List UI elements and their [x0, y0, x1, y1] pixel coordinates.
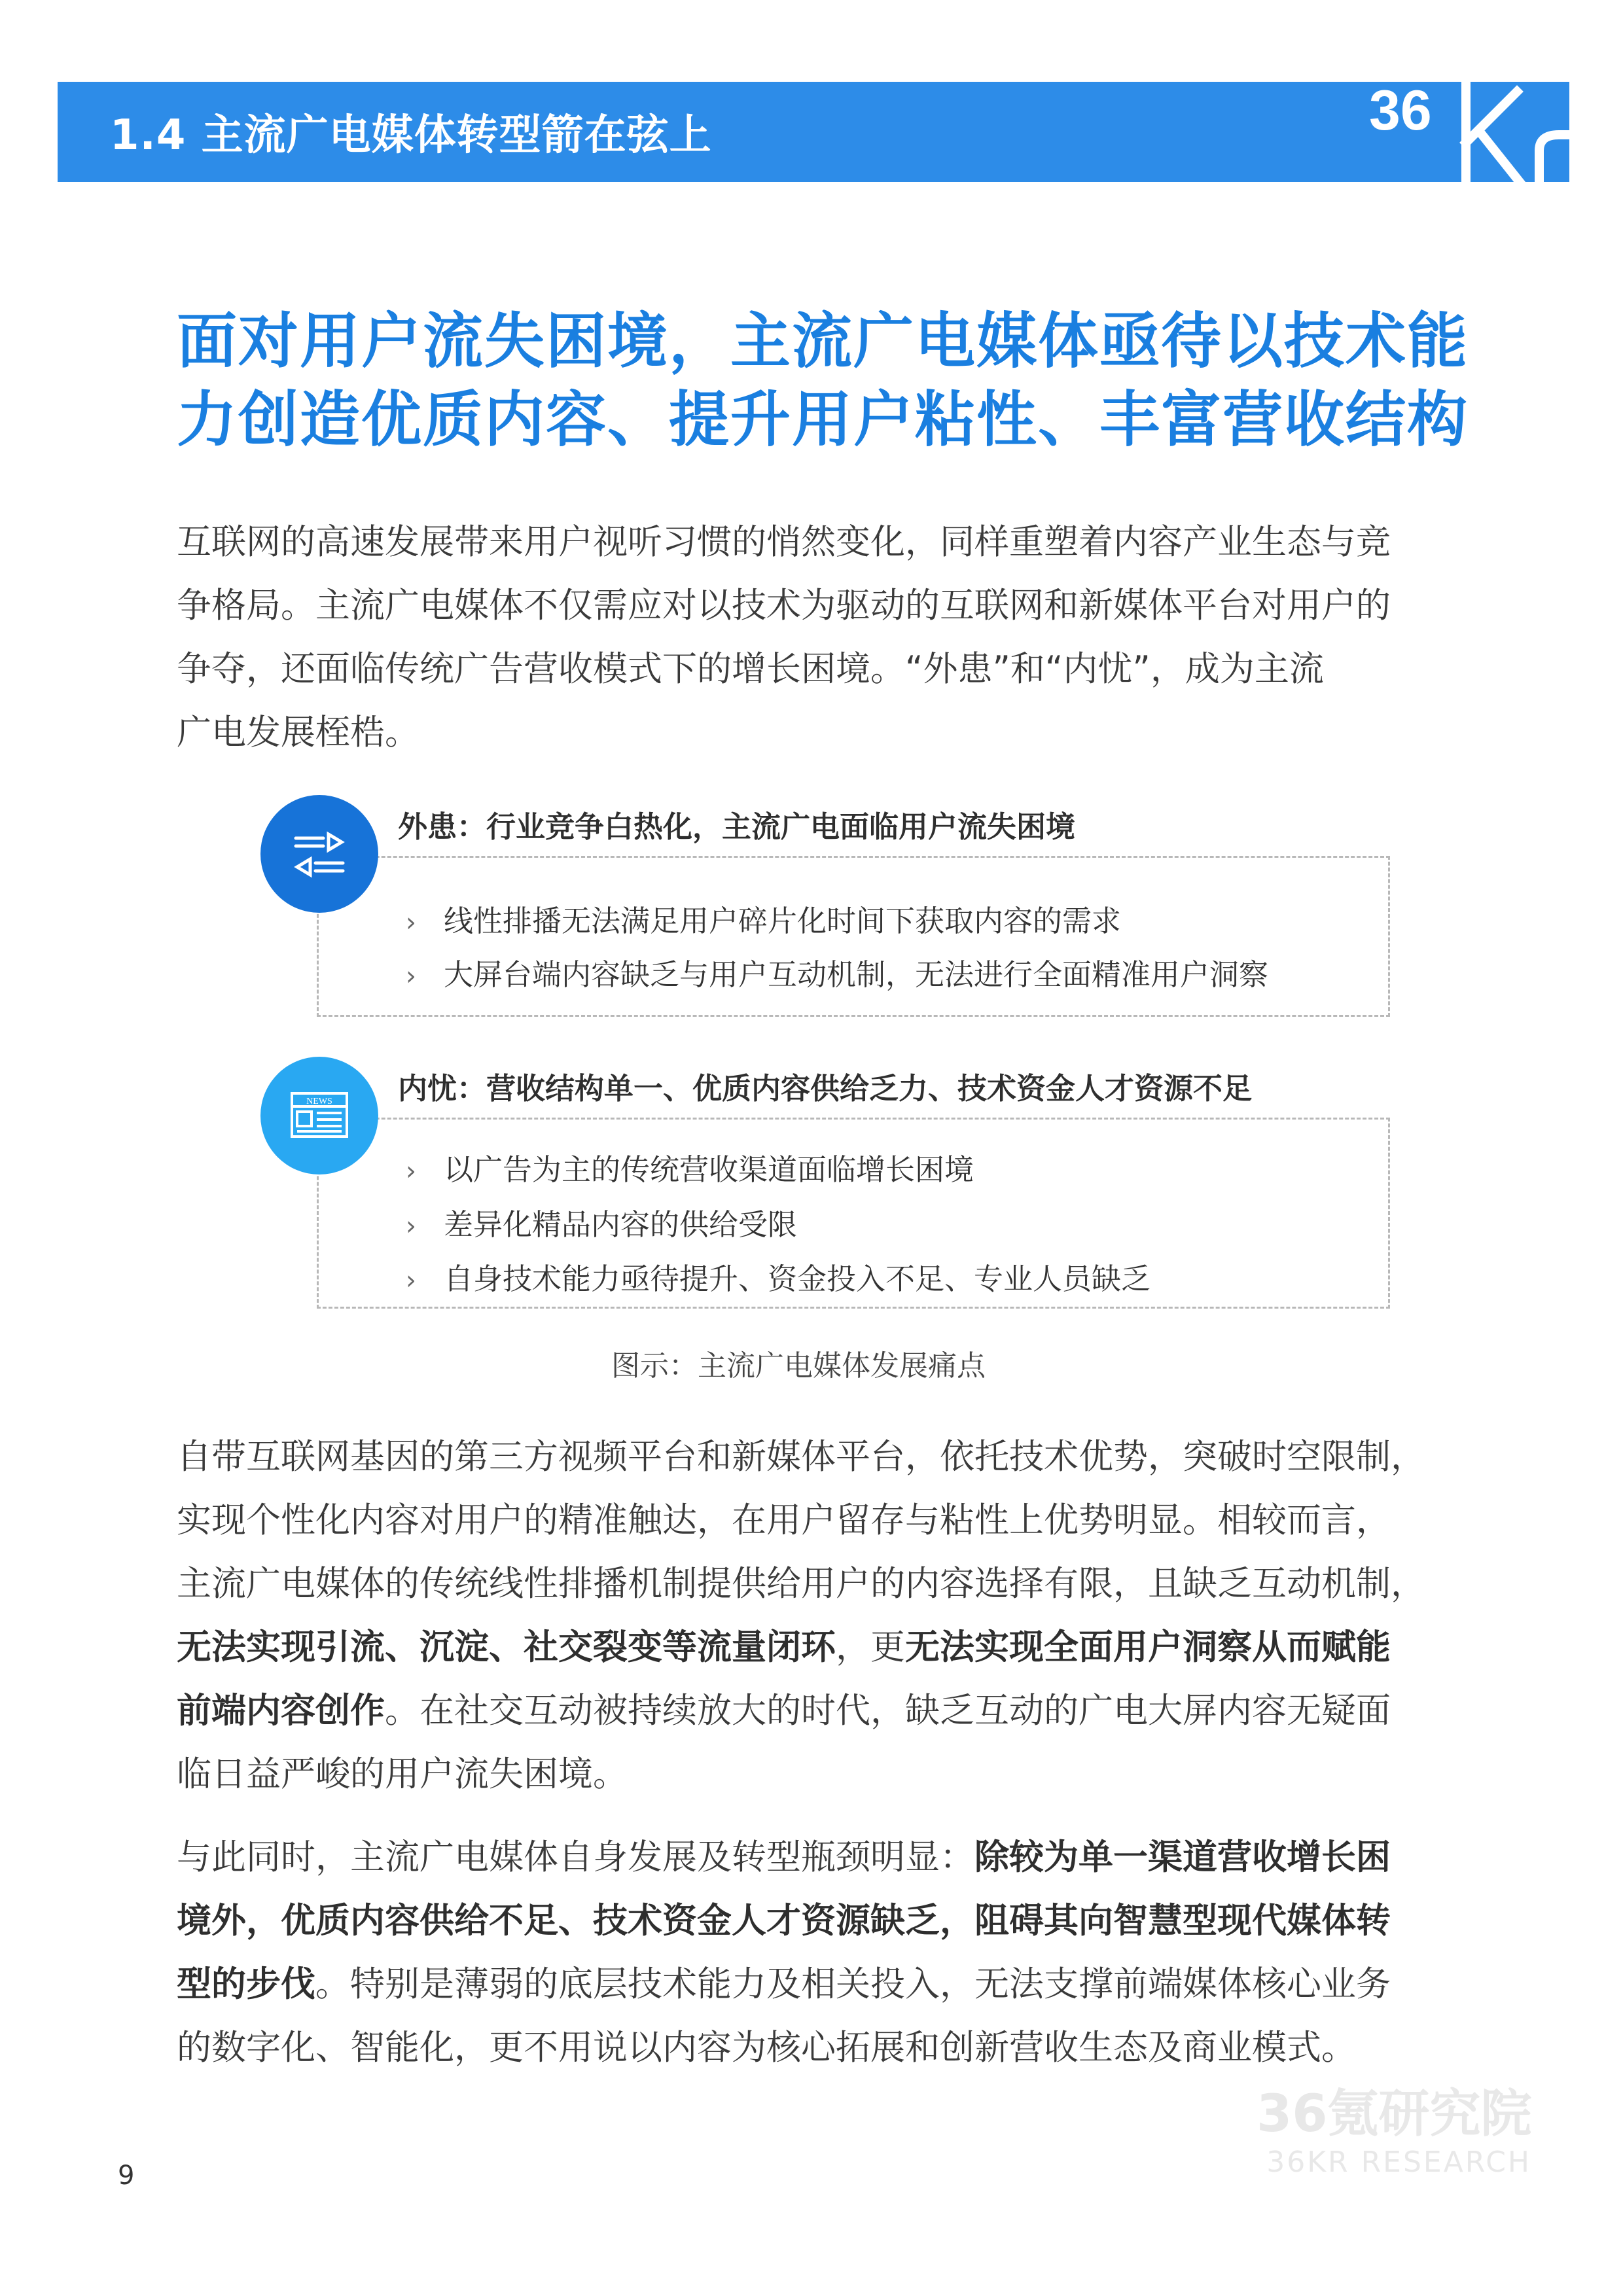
news-label: NEWS — [306, 1097, 332, 1106]
bold-text: 境外，优质内容供给不足、技术资金人才资源缺乏，阻碍其向智慧型现代媒体转 — [177, 1901, 1391, 1941]
paragraph-line: 争格局。主流广电媒体不仅需应对以技术为驱动的互联网和新媒体平台对用户的 — [177, 586, 1391, 626]
body-paragraph — [177, 1826, 1459, 2079]
paragraph-line: 自带互联网基因的第三方视频平台和新媒体平台，依托技术优势，突破时空限制， — [177, 1437, 1425, 1477]
paragraph-line: 争夺，还面临传统广告营收模式下的增长困境。“外患”和“内忧”，成为主流 — [177, 649, 1324, 689]
bullet-text: 自身技术能力亟待提升、资金投入不足、专业人员缺乏 — [444, 1262, 1151, 1296]
paragraph-line: 的数字化、智能化，更不用说以内容为核心拓展和创新营收生态及商业模式。 — [177, 2028, 1356, 2068]
paragraph-line: 广电发展桎梏。 — [177, 713, 419, 752]
watermark-cn: 36氪研究院 — [1257, 2085, 1532, 2144]
paragraph-line: 主流广电媒体的传统线性排播机制提供给用户的内容选择有限，且缺乏互动机制， — [177, 1564, 1425, 1604]
chevron-right-icon: › — [406, 1211, 416, 1241]
chevron-right-icon: › — [406, 1265, 416, 1296]
headline — [177, 302, 1486, 459]
pain-point-bullet — [406, 1150, 974, 1191]
bold-text: 前端内容创作 — [177, 1691, 385, 1731]
paragraph-line — [177, 1616, 1459, 1679]
bold-text: 除较为单一渠道营收增长困 — [974, 1837, 1391, 1877]
pain-point-bullet — [406, 1260, 1150, 1300]
plain-text: ，更 — [836, 1627, 905, 1667]
figure-caption: 图示：主流广电媒体发展痛点 — [611, 1349, 986, 1383]
paragraph-line — [177, 1826, 1459, 1889]
paragraph-line: 互联网的高速发展带来用户视听习惯的悄然变化，同样重塑着内容产业生态与竞 — [177, 522, 1391, 562]
bullet-text: 大屏台端内容缺乏与用户互动机制，无法进行全面精准用户洞察 — [444, 957, 1269, 992]
headline-line: 力创造优质内容、提升用户粘性、丰富营收结构 — [177, 385, 1469, 455]
plain-text: 与此同时，主流广电媒体自身发展及转型瓶颈明显： — [177, 1837, 974, 1877]
paragraph-line — [177, 1679, 1459, 1742]
pain-point-title: 外患：行业竞争白热化，主流广电面临用户流失困境 — [398, 809, 1076, 844]
watermark-en: 36KR RESEARCH — [1266, 2146, 1531, 2179]
newspaper-icon — [260, 1057, 378, 1174]
pain-point-bullet — [406, 902, 1121, 942]
pain-point-bullet — [406, 955, 1268, 996]
paragraph-line: 临日益严峻的用户流失困境。 — [177, 1754, 628, 1794]
bullet-text: 差异化精品内容的供给受限 — [444, 1207, 798, 1242]
headline-line: 面对用户流失困境，主流广电媒体亟待以技术能 — [177, 306, 1469, 376]
bold-text: 无法实现全面用户洞察从而赋能 — [905, 1627, 1391, 1667]
chevron-right-icon: › — [406, 961, 416, 991]
bold-text: 无法实现引流、沉淀、社交裂变等流量闭环 — [177, 1627, 836, 1667]
paragraph-line: 实现个性化内容对用户的精准触达，在用户留存与粘性上优势明显。相较而言， — [177, 1500, 1391, 1540]
bullet-text: 线性排播无法满足用户碎片化时间下获取内容的需求 — [444, 904, 1122, 938]
intro-paragraph — [177, 510, 1459, 764]
paragraph-line — [177, 1889, 1459, 1952]
section-title: 1.4 主流广电媒体转型箭在弦上 — [110, 111, 712, 160]
36kr-logo — [1368, 77, 1577, 187]
plain-text: 。特别是薄弱的底层技术能力及相关投入，无法支撑前端媒体核心业务 — [315, 1964, 1391, 2004]
bold-text: 型的步伐 — [177, 1964, 315, 2004]
svg-text:36: 36 — [1369, 79, 1432, 142]
bullet-text: 以广告为主的传统营收渠道面临增长困境 — [444, 1152, 974, 1187]
pain-point-bullet — [406, 1205, 797, 1246]
paragraph-line — [177, 1952, 1459, 2016]
plain-text: 。在社交互动被持续放大的时代，缺乏互动的广电大屏内容无疑面 — [385, 1691, 1391, 1731]
body-paragraph — [177, 1425, 1459, 1806]
page-number: 9 — [118, 2161, 135, 2191]
exchange-arrows-icon — [260, 795, 378, 913]
pain-point-title: 内忧：营收结构单一、优质内容供给乏力、技术资金人才资源不足 — [398, 1071, 1253, 1106]
chevron-right-icon: › — [406, 1156, 416, 1186]
chevron-right-icon: › — [406, 908, 416, 938]
watermark — [1257, 2084, 1531, 2181]
